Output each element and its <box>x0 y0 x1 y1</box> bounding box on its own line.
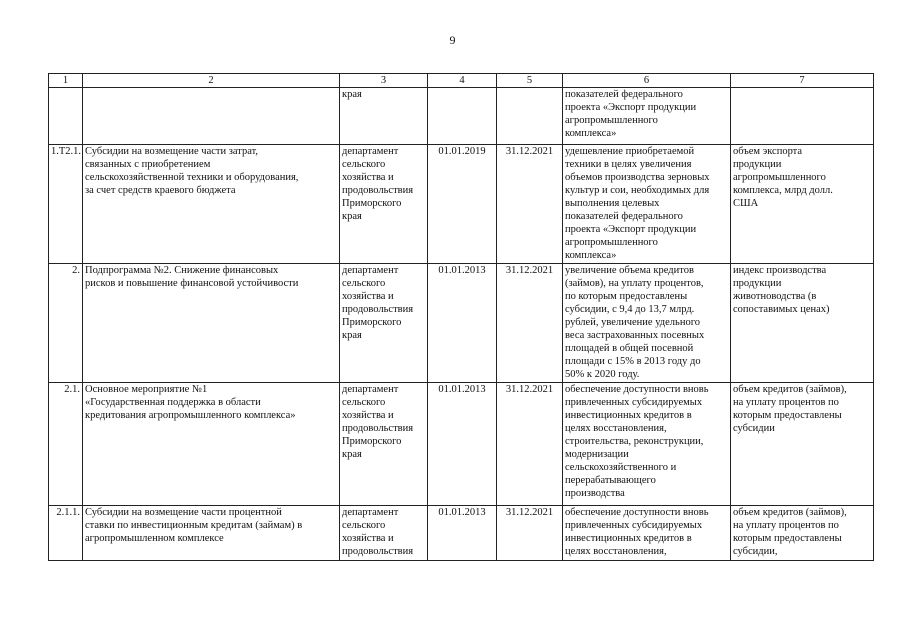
program-table <box>48 73 874 561</box>
executor-cell: департамент сельского хозяйства и продовольствия Приморского края <box>340 145 428 264</box>
end-date-cell: 31.12.2021 <box>497 506 563 561</box>
executor-cell: края <box>340 88 428 145</box>
header-cell: 7 <box>731 74 874 88</box>
table-row <box>49 88 874 145</box>
row-number-cell: 1.Т2.1. <box>49 145 83 264</box>
start-date-cell: 01.01.2013 <box>428 506 497 561</box>
header-cell: 3 <box>340 74 428 88</box>
table-row <box>49 145 874 264</box>
table-row <box>49 264 874 383</box>
executor-cell: департамент сельского хозяйства и продовольствия Приморского края <box>340 264 428 383</box>
end-date-cell <box>497 88 563 145</box>
start-date-cell: 01.01.2013 <box>428 383 497 506</box>
activity-name-cell: Подпрограмма №2. Снижение финансовых рисков и повышение финансовой устойчивости <box>83 264 340 383</box>
start-date-cell: 01.01.2013 <box>428 264 497 383</box>
start-date-cell: 01.01.2019 <box>428 145 497 264</box>
activity-name-cell: Основное мероприятие №1 «Государственная поддержка в области кредитования агропромышленного комплекса» <box>83 383 340 506</box>
row-number-cell: 2.1. <box>49 383 83 506</box>
indicator-cell: объем кредитов (займов), на уплату процентов по которым предоставлены субсидии, <box>731 506 874 561</box>
table-row <box>49 383 874 506</box>
indicator-cell: индекс производства продукции животноводства (в сопоставимых ценах) <box>731 264 874 383</box>
activity-name-cell <box>83 88 340 145</box>
end-date-cell: 31.12.2021 <box>497 264 563 383</box>
start-date-cell <box>428 88 497 145</box>
activity-name-cell: Субсидии на возмещение части затрат, связанных с приобретением сельскохозяйственной техники и оборудования, за счет средств краевого бюджета <box>83 145 340 264</box>
expected-result-cell: обеспечение доступности вновь привлеченных субсидируемых инвестиционных кредитов в целях восстановления, строительства, реконструкции, модернизации сельскохозяйственного и перерабатывающего производства <box>563 383 731 506</box>
end-date-cell: 31.12.2021 <box>497 383 563 506</box>
expected-result-cell: показателей федерального проекта «Экспорт продукции агропромышленного комплекса» <box>563 88 731 145</box>
executor-cell: департамент сельского хозяйства и продовольствия <box>340 506 428 561</box>
row-number-cell: 2.1.1. <box>49 506 83 561</box>
header-cell: 6 <box>563 74 731 88</box>
row-number-cell <box>49 88 83 145</box>
indicator-cell: объем кредитов (займов), на уплату процентов по которым предоставлены субсидии <box>731 383 874 506</box>
expected-result-cell: удешевление приобретаемой техники в целях увеличения объемов производства зерновых культур и сои, необходимых для выполнения целевых показателей федерального проекта «Экспорт продукции агропромышленного комплекса» <box>563 145 731 264</box>
table-header-row <box>49 74 874 88</box>
expected-result-cell: обеспечение доступности вновь привлеченных субсидируемых инвестиционных кредитов в целях восстановления, <box>563 506 731 561</box>
header-cell: 4 <box>428 74 497 88</box>
page-number: 9 <box>449 33 456 47</box>
activity-name-cell: Субсидии на возмещение части процентной ставки по инвестиционным кредитам (займам) в агропромышленном комплексе <box>83 506 340 561</box>
header-cell: 1 <box>49 74 83 88</box>
header-cell: 2 <box>83 74 340 88</box>
executor-cell: департамент сельского хозяйства и продовольствия Приморского края <box>340 383 428 506</box>
row-number-cell: 2. <box>49 264 83 383</box>
indicator-cell: объем экспорта продукции агропромышленного комплекса, млрд долл. США <box>731 145 874 264</box>
table-row <box>49 506 874 561</box>
expected-result-cell: увеличение объема кредитов (займов), на уплату процентов, по которым предоставлены субсидии, с 9,4 до 13,7 млрд. рублей, увеличение удельного веса застрахованных посевных площадей в общей посевной площади с 15% в 2013 году до 50% к 2020 году. <box>563 264 731 383</box>
header-cell: 5 <box>497 74 563 88</box>
indicator-cell <box>731 88 874 145</box>
end-date-cell: 31.12.2021 <box>497 145 563 264</box>
